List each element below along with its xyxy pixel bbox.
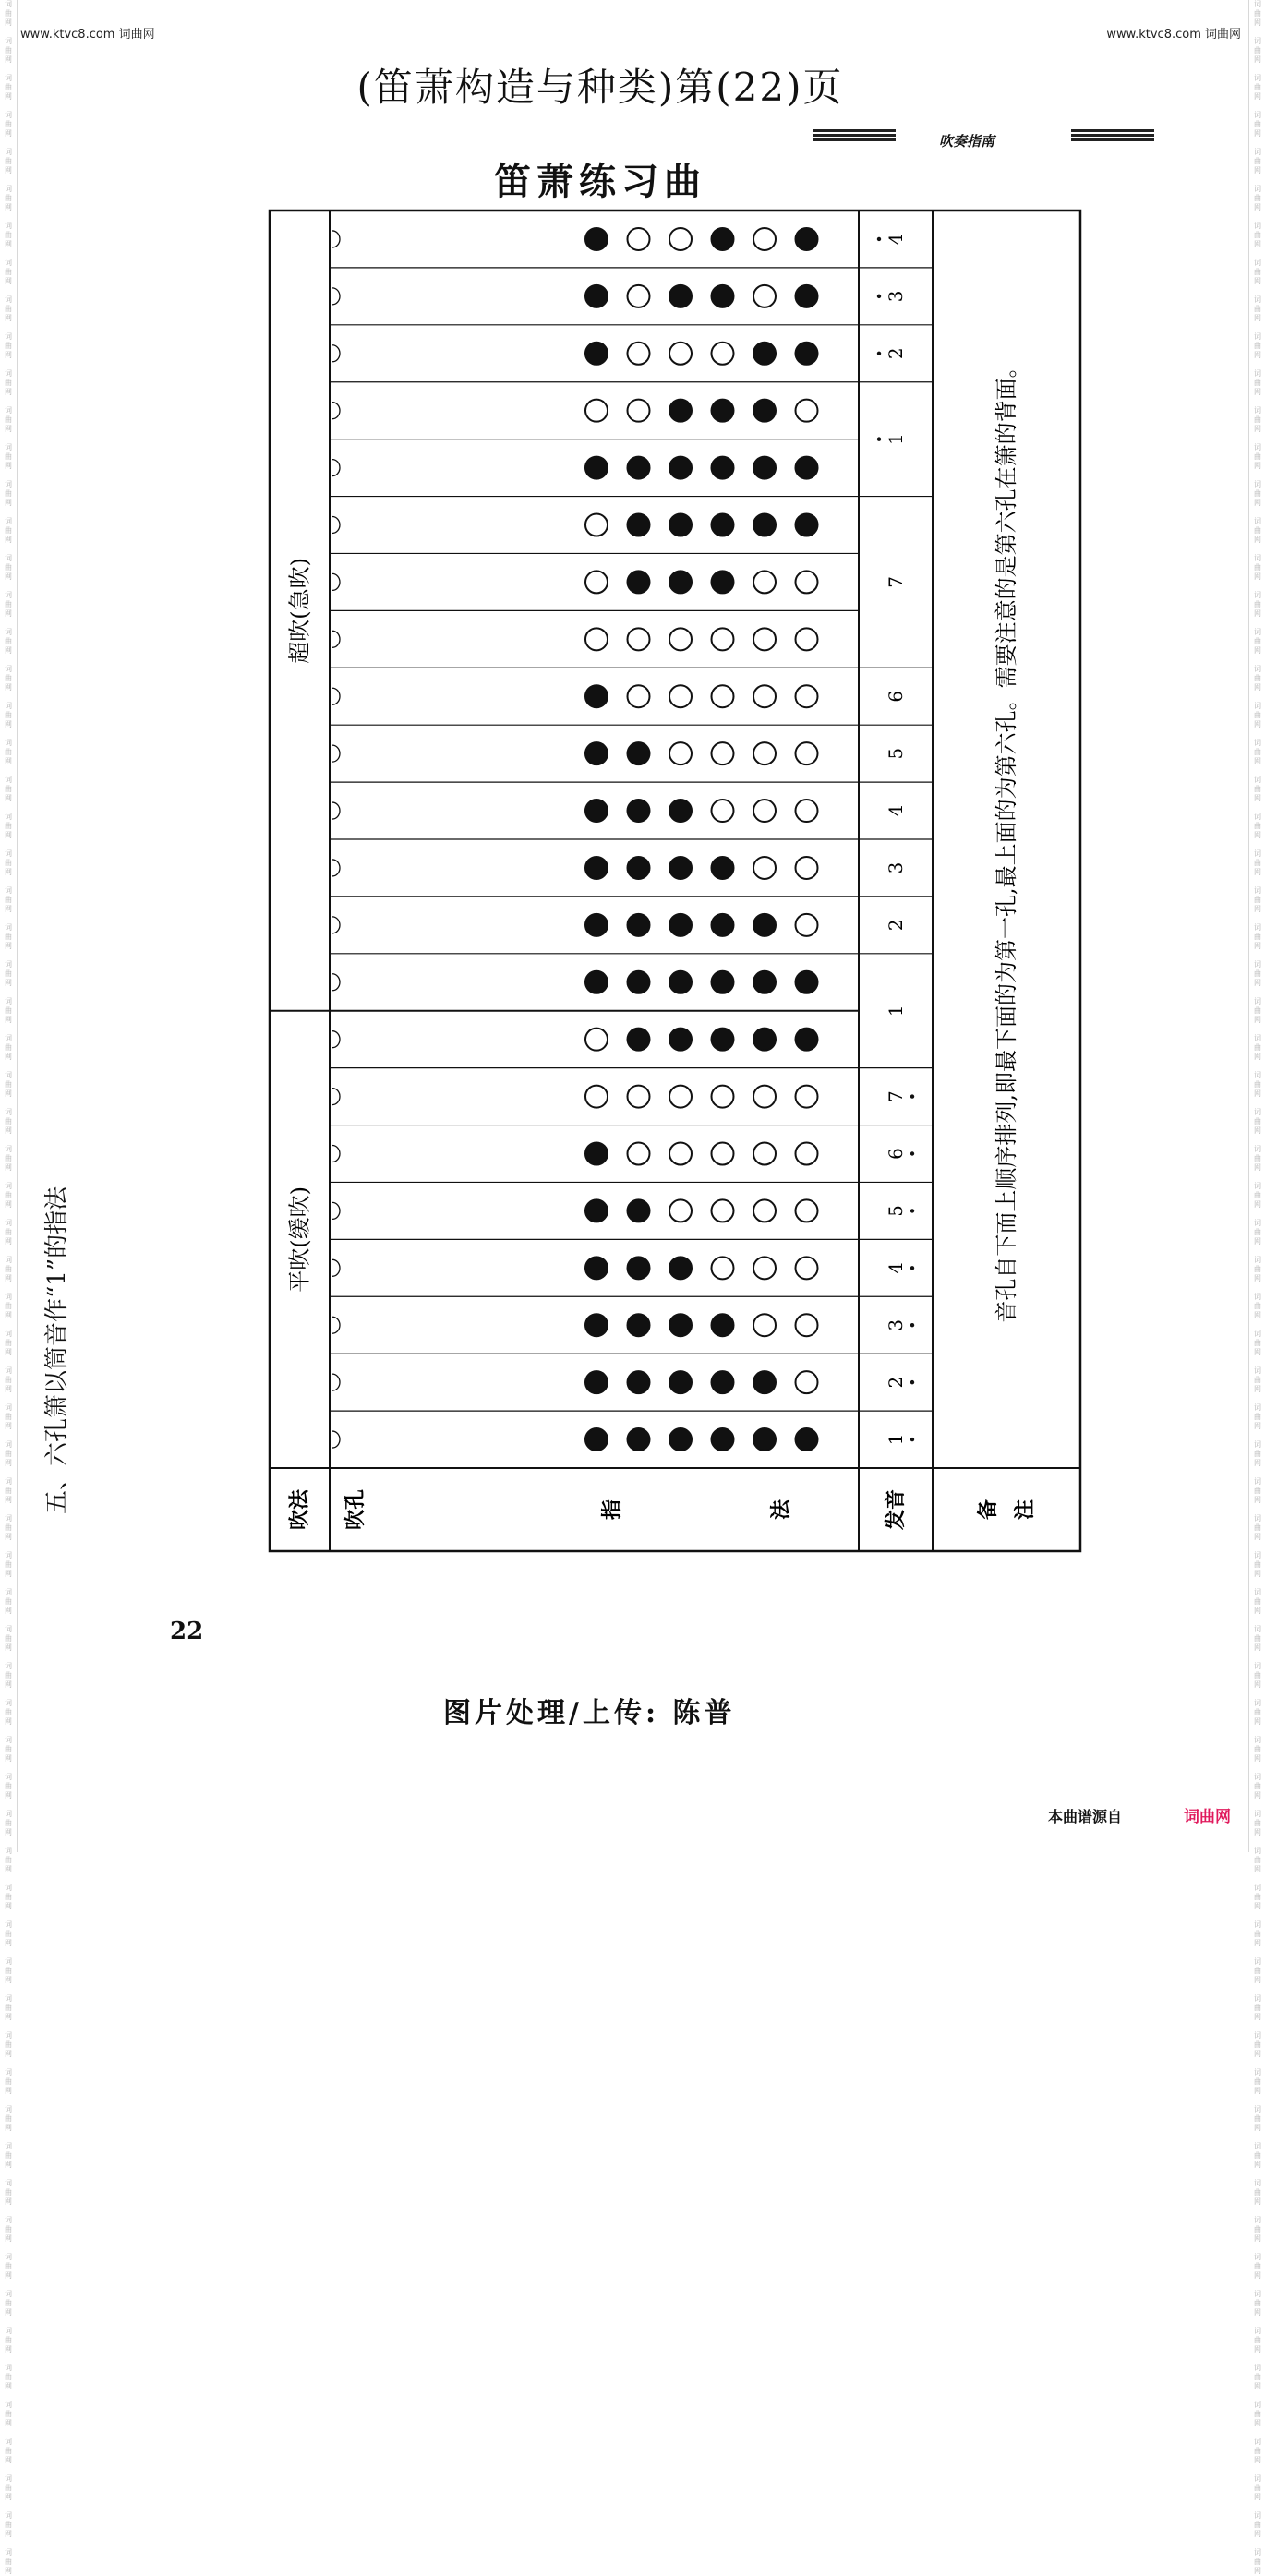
closed-hole-dot bbox=[796, 343, 818, 365]
closed-hole-dot bbox=[796, 1029, 818, 1051]
closed-hole-dot bbox=[585, 800, 608, 822]
blow-hole-mark bbox=[332, 288, 340, 305]
site-link-right[interactable]: www.ktvc8.com 词曲网 bbox=[1106, 28, 1241, 42]
pitch-label: 1 bbox=[885, 1005, 907, 1017]
pitch-label: 7 bbox=[885, 576, 907, 588]
open-hole-dot bbox=[585, 628, 608, 650]
blow-hole-mark bbox=[332, 974, 340, 991]
closed-hole-dot bbox=[796, 514, 818, 536]
open-hole-dot bbox=[753, 1086, 776, 1108]
closed-hole-dot bbox=[585, 228, 608, 250]
pitch-label: 3 bbox=[885, 290, 907, 303]
sheet-title: 笛萧练习曲 bbox=[494, 160, 706, 203]
closed-hole-dot bbox=[712, 1428, 734, 1451]
open-hole-dot bbox=[669, 1199, 692, 1222]
open-hole-dot bbox=[669, 685, 692, 707]
open-hole-dot bbox=[669, 343, 692, 365]
blow-hole-mark bbox=[332, 1431, 340, 1448]
pitch-label: 4 bbox=[885, 233, 907, 246]
pitch-low-dot bbox=[910, 1266, 914, 1270]
pitch-label: 5 bbox=[885, 1205, 907, 1217]
pitch-high-dot bbox=[877, 352, 881, 355]
blow-hole-mark bbox=[332, 802, 340, 819]
blow-hole-mark bbox=[332, 1031, 340, 1048]
open-hole-dot bbox=[669, 742, 692, 764]
open-hole-dot bbox=[796, 685, 818, 707]
closed-hole-dot bbox=[585, 914, 608, 936]
header-blow-method: 吹法 bbox=[287, 1488, 312, 1531]
blow-hole-mark bbox=[332, 1146, 340, 1162]
pitch-low-dot bbox=[910, 1438, 914, 1441]
closed-hole-dot bbox=[753, 971, 776, 993]
pitch-low-dot bbox=[910, 1094, 914, 1098]
open-hole-dot bbox=[796, 857, 818, 879]
closed-hole-dot bbox=[753, 1428, 776, 1451]
closed-hole-dot bbox=[628, 1314, 650, 1336]
open-hole-dot bbox=[753, 857, 776, 879]
open-hole-dot bbox=[669, 228, 692, 250]
closed-hole-dot bbox=[585, 1199, 608, 1222]
closed-hole-dot bbox=[796, 228, 818, 250]
remark-text: 音孔自下而上顺序排列,即最下面的为第一孔,最上面的为第六孔。需要注意的是第六孔在箫的背面。 bbox=[994, 355, 1019, 1323]
open-hole-dot bbox=[628, 285, 650, 307]
closed-hole-dot bbox=[669, 971, 692, 993]
closed-hole-dot bbox=[753, 400, 776, 422]
closed-hole-dot bbox=[628, 514, 650, 536]
closed-hole-dot bbox=[585, 1314, 608, 1336]
blow-hole-mark bbox=[332, 1202, 340, 1219]
blow-hole-mark bbox=[332, 860, 340, 876]
closed-hole-dot bbox=[585, 685, 608, 707]
open-hole-dot bbox=[753, 1199, 776, 1222]
closed-hole-dot bbox=[669, 1257, 692, 1279]
closed-hole-dot bbox=[712, 1371, 734, 1393]
open-hole-dot bbox=[753, 742, 776, 764]
pitch-high-dot bbox=[877, 437, 881, 440]
pitch-label: 3 bbox=[885, 861, 907, 874]
open-hole-dot bbox=[796, 1199, 818, 1222]
pitch-high-dot bbox=[877, 295, 881, 298]
open-hole-dot bbox=[712, 1257, 734, 1279]
open-hole-dot bbox=[796, 1371, 818, 1393]
closed-hole-dot bbox=[712, 1314, 734, 1336]
open-hole-dot bbox=[796, 1143, 818, 1165]
closed-hole-dot bbox=[712, 857, 734, 879]
closed-hole-dot bbox=[669, 1029, 692, 1051]
closed-hole-dot bbox=[712, 457, 734, 479]
open-hole-dot bbox=[753, 1143, 776, 1165]
open-hole-dot bbox=[585, 400, 608, 422]
closed-hole-dot bbox=[585, 1371, 608, 1393]
open-hole-dot bbox=[796, 1314, 818, 1336]
open-hole-dot bbox=[669, 628, 692, 650]
left-watermark-strip: 词 曲 网 词 曲 网 词 曲 网 词 曲 网 词 曲 网 词 曲 网 词 曲 网 词 曲 网 词 曲 网 词 曲 网 词 曲 网 词 曲 网 词 曲 网 词 曲 网 词 曲 网 词 曲 网 词 曲 网 词 曲 网 词 曲 网 词 曲 网 词 曲 网 词 曲 网 词 曲 网 词 曲 网 词 曲 网 词 曲 网 词 曲 网 词 曲 网 词 曲 网 词 曲 网 词 曲 网 词 曲 网 词 曲 网 词 曲 网 词 曲 网 词 曲 网 词 曲 网 词 曲 网 词 曲 网 词 曲 网 词 曲 网 词 曲 网 词 曲 网 词 曲 网 词 曲 网 词 曲 网 词 曲 网 词 曲 网 词 曲 网 词 曲 网 词 曲 网 词 曲 网 词 曲 网 词 曲 网 词 曲 网 词 曲 网 词 曲 网 词 曲 网 词 曲 网 词 曲 网 词 曲 网 词 曲 网 词 曲 网 词 曲 网 词 曲 网 词 曲 网 词 曲 网 词 曲 网 词 曲 网 词 曲 网 bbox=[5, 0, 12, 2575]
closed-hole-dot bbox=[585, 457, 608, 479]
open-hole-dot bbox=[753, 571, 776, 593]
closed-hole-dot bbox=[753, 1029, 776, 1051]
blow-hole-mark bbox=[332, 517, 340, 534]
open-hole-dot bbox=[712, 628, 734, 650]
closed-hole-dot bbox=[669, 1428, 692, 1451]
open-hole-dot bbox=[628, 228, 650, 250]
upload-credit: 图片处理/上传: 陈普 bbox=[443, 1697, 736, 1729]
closed-hole-dot bbox=[585, 343, 608, 365]
open-hole-dot bbox=[585, 514, 608, 536]
closed-hole-dot bbox=[628, 571, 650, 593]
closed-hole-dot bbox=[628, 800, 650, 822]
closed-hole-dot bbox=[585, 1428, 608, 1451]
blow-hole-mark bbox=[332, 231, 340, 247]
closed-hole-dot bbox=[669, 800, 692, 822]
closed-hole-dot bbox=[628, 971, 650, 993]
pitch-low-dot bbox=[910, 1151, 914, 1155]
closed-hole-dot bbox=[712, 1029, 734, 1051]
group-label-normal: 平吹(缓吹) bbox=[286, 1186, 313, 1293]
closed-hole-dot bbox=[712, 571, 734, 593]
open-hole-dot bbox=[669, 1143, 692, 1165]
pitch-high-dot bbox=[877, 237, 881, 241]
open-hole-dot bbox=[712, 343, 734, 365]
pitch-label: 6 bbox=[885, 690, 907, 703]
open-hole-dot bbox=[753, 685, 776, 707]
closed-hole-dot bbox=[753, 457, 776, 479]
pitch-low-dot bbox=[910, 1380, 914, 1384]
open-hole-dot bbox=[712, 1199, 734, 1222]
closed-hole-dot bbox=[753, 914, 776, 936]
closed-hole-dot bbox=[585, 1257, 608, 1279]
open-hole-dot bbox=[712, 685, 734, 707]
closed-hole-dot bbox=[585, 742, 608, 764]
closed-hole-dot bbox=[669, 571, 692, 593]
blow-hole-mark bbox=[332, 1089, 340, 1105]
open-hole-dot bbox=[796, 400, 818, 422]
closed-hole-dot bbox=[669, 457, 692, 479]
open-hole-dot bbox=[628, 685, 650, 707]
closed-hole-dot bbox=[796, 1428, 818, 1451]
group-label-overblow: 超吹(急吹) bbox=[286, 557, 313, 664]
closed-hole-dot bbox=[585, 857, 608, 879]
closed-hole-dot bbox=[669, 1371, 692, 1393]
closed-hole-dot bbox=[585, 1143, 608, 1165]
closed-hole-dot bbox=[585, 285, 608, 307]
open-hole-dot bbox=[628, 1143, 650, 1165]
closed-hole-dot bbox=[628, 1428, 650, 1451]
closed-hole-dot bbox=[669, 400, 692, 422]
blow-hole-mark bbox=[332, 460, 340, 476]
closed-hole-dot bbox=[712, 914, 734, 936]
open-hole-dot bbox=[628, 628, 650, 650]
closed-hole-dot bbox=[669, 285, 692, 307]
closed-hole-dot bbox=[712, 971, 734, 993]
header-remark-2: 注 bbox=[1013, 1499, 1037, 1521]
open-hole-dot bbox=[585, 1086, 608, 1108]
open-hole-dot bbox=[796, 914, 818, 936]
blow-hole-mark bbox=[332, 688, 340, 704]
closed-hole-dot bbox=[628, 742, 650, 764]
open-hole-dot bbox=[753, 800, 776, 822]
open-hole-dot bbox=[796, 800, 818, 822]
open-hole-dot bbox=[796, 1086, 818, 1108]
open-hole-dot bbox=[753, 1257, 776, 1279]
open-hole-dot bbox=[796, 571, 818, 593]
open-hole-dot bbox=[753, 628, 776, 650]
blow-hole-mark bbox=[332, 631, 340, 647]
header-pitch: 发音 bbox=[884, 1488, 908, 1531]
closed-hole-dot bbox=[753, 514, 776, 536]
closed-hole-dot bbox=[712, 514, 734, 536]
pitch-label: 6 bbox=[885, 1148, 907, 1160]
closed-hole-dot bbox=[669, 514, 692, 536]
blow-hole-mark bbox=[332, 573, 340, 590]
pitch-label: 1 bbox=[885, 1433, 907, 1446]
site-link-left[interactable]: www.ktvc8.com 词曲网 bbox=[20, 28, 155, 42]
pitch-label: 2 bbox=[885, 1376, 907, 1389]
closed-hole-dot bbox=[712, 400, 734, 422]
open-hole-dot bbox=[796, 742, 818, 764]
open-hole-dot bbox=[712, 800, 734, 822]
closed-hole-dot bbox=[796, 457, 818, 479]
pitch-low-dot bbox=[910, 1323, 914, 1327]
pitch-label: 2 bbox=[885, 347, 907, 360]
closed-hole-dot bbox=[712, 228, 734, 250]
section-title: 五、六孔箫以筒音作“1”的指法 bbox=[43, 1186, 71, 1514]
closed-hole-dot bbox=[796, 285, 818, 307]
pitch-label: 1 bbox=[885, 433, 907, 446]
pitch-label: 5 bbox=[885, 747, 907, 760]
open-hole-dot bbox=[628, 343, 650, 365]
header-blow-hole: 吹孔 bbox=[343, 1488, 367, 1531]
blow-hole-mark bbox=[332, 1317, 340, 1333]
open-hole-dot bbox=[796, 1257, 818, 1279]
open-hole-dot bbox=[712, 742, 734, 764]
blow-hole-mark bbox=[332, 1374, 340, 1390]
blow-hole-mark bbox=[332, 1259, 340, 1276]
header-fingering-2: 法 bbox=[769, 1499, 793, 1521]
pitch-low-dot bbox=[910, 1209, 914, 1212]
open-hole-dot bbox=[753, 285, 776, 307]
blow-hole-mark bbox=[332, 917, 340, 933]
open-hole-dot bbox=[628, 1086, 650, 1108]
open-hole-dot bbox=[753, 1314, 776, 1336]
open-hole-dot bbox=[712, 1143, 734, 1165]
open-hole-dot bbox=[585, 1029, 608, 1051]
closed-hole-dot bbox=[796, 971, 818, 993]
pitch-label: 2 bbox=[885, 919, 907, 932]
header-fingering-1: 指 bbox=[600, 1499, 624, 1521]
open-hole-dot bbox=[628, 400, 650, 422]
closed-hole-dot bbox=[628, 857, 650, 879]
blow-hole-mark bbox=[332, 745, 340, 762]
pitch-label: 4 bbox=[885, 804, 907, 817]
page-number: 22 bbox=[170, 1618, 204, 1645]
closed-hole-dot bbox=[628, 1371, 650, 1393]
guide-label: 吹奏指南 bbox=[939, 133, 995, 150]
closed-hole-dot bbox=[669, 914, 692, 936]
closed-hole-dot bbox=[585, 971, 608, 993]
open-hole-dot bbox=[753, 228, 776, 250]
pitch-label: 7 bbox=[885, 1090, 907, 1102]
blow-hole-mark bbox=[332, 403, 340, 419]
open-hole-dot bbox=[585, 571, 608, 593]
right-watermark-strip: 词 曲 网 词 曲 网 词 曲 网 词 曲 网 词 曲 网 词 曲 网 词 曲 网 词 曲 网 词 曲 网 词 曲 网 词 曲 网 词 曲 网 词 曲 网 词 曲 网 词 曲 网 词 曲 网 词 曲 网 词 曲 网 词 曲 网 词 曲 网 词 曲 网 词 曲 网 词 曲 网 词 曲 网 词 曲 网 词 曲 网 词 曲 网 词 曲 网 词 曲 网 词 曲 网 词 曲 网 词 曲 网 词 曲 网 词 曲 网 词 曲 网 词 曲 网 词 曲 网 词 曲 网 词 曲 网 词 曲 网 词 曲 网 词 曲 网 词 曲 网 词 曲 网 词 曲 网 词 曲 网 词 曲 网 词 曲 网 词 曲 网 词 曲 网 词 曲 网 词 曲 网 词 曲 网 词 曲 网 词 曲 网 词 曲 网 词 曲 网 词 曲 网 词 曲 网 词 曲 网 词 曲 网 词 曲 网 词 曲 网 词 曲 网 词 曲 网 词 曲 网 词 曲 网 词 曲 网 词 曲 网 词 曲 网 bbox=[1254, 0, 1261, 2575]
pitch-label: 4 bbox=[885, 1261, 907, 1274]
pitch-label: 3 bbox=[885, 1318, 907, 1331]
open-hole-dot bbox=[712, 1086, 734, 1108]
open-hole-dot bbox=[669, 1086, 692, 1108]
closed-hole-dot bbox=[669, 857, 692, 879]
closed-hole-dot bbox=[628, 1199, 650, 1222]
closed-hole-dot bbox=[628, 1029, 650, 1051]
closed-hole-dot bbox=[753, 343, 776, 365]
closed-hole-dot bbox=[669, 1314, 692, 1336]
source-text: 本曲谱源自 bbox=[1048, 1808, 1123, 1825]
brand-link[interactable]: 词曲网 bbox=[1184, 1808, 1231, 1826]
closed-hole-dot bbox=[712, 285, 734, 307]
header-remark-1: 备 bbox=[976, 1499, 1000, 1521]
closed-hole-dot bbox=[628, 1257, 650, 1279]
closed-hole-dot bbox=[628, 914, 650, 936]
open-hole-dot bbox=[796, 628, 818, 650]
closed-hole-dot bbox=[628, 457, 650, 479]
blow-hole-mark bbox=[332, 345, 340, 362]
closed-hole-dot bbox=[753, 1371, 776, 1393]
page-title: (笛萧构造与种类)第(22)页 bbox=[356, 65, 844, 110]
